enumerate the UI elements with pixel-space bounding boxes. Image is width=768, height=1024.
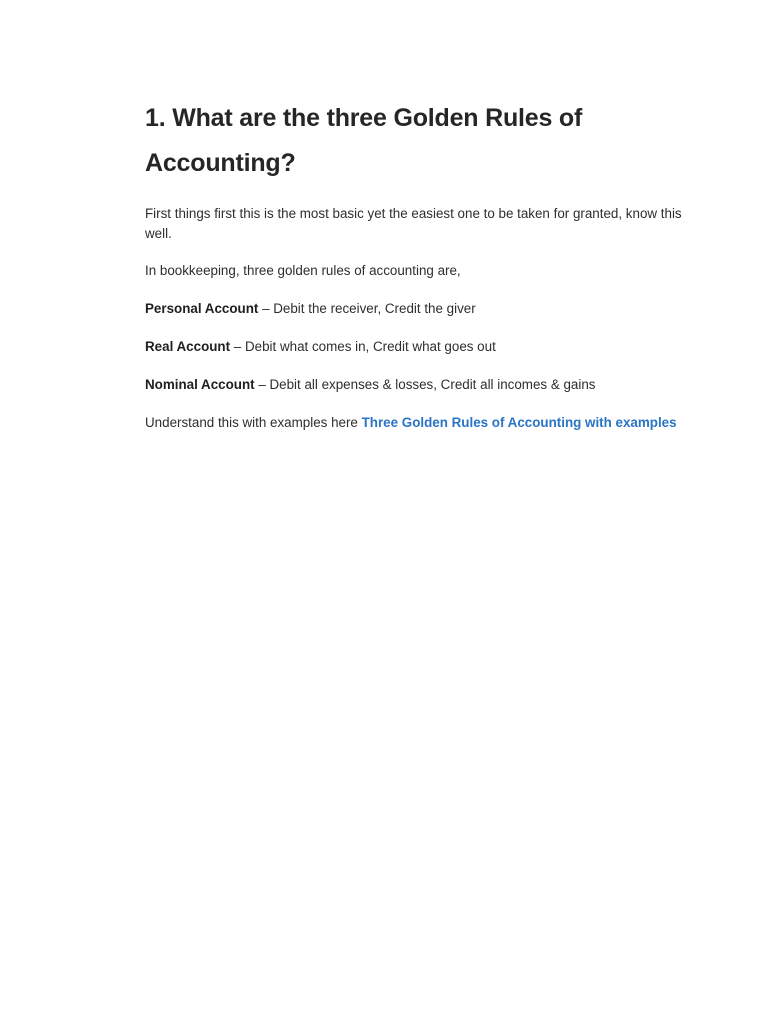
rule-text: – Debit what comes in, Credit what goes out	[230, 339, 496, 354]
examples-link[interactable]: Three Golden Rules of Accounting with examples	[361, 415, 677, 430]
intro-paragraph: First things first this is the most basic yet the easiest one to be taken for granted, know this well.	[145, 206, 682, 241]
lead-paragraph: In bookkeeping, three golden rules of accounting are,	[145, 263, 461, 278]
rule-real-account	[145, 337, 705, 357]
page-title: 1. What are the three Golden Rules of Accounting?	[145, 104, 583, 177]
rule-text: – Debit the receiver, Credit the giver	[258, 301, 476, 316]
examples-text: Understand this with examples here	[145, 415, 362, 430]
document-page	[145, 96, 705, 433]
rule-nominal-account	[145, 375, 705, 395]
rule-term: Real Account	[145, 339, 231, 354]
rule-personal-account	[145, 299, 705, 319]
examples-paragraph	[145, 413, 705, 433]
rule-term: Nominal Account	[145, 377, 255, 392]
rule-term: Personal Account	[145, 301, 259, 316]
rule-text: – Debit all expenses & losses, Credit all incomes & gains	[254, 377, 596, 392]
